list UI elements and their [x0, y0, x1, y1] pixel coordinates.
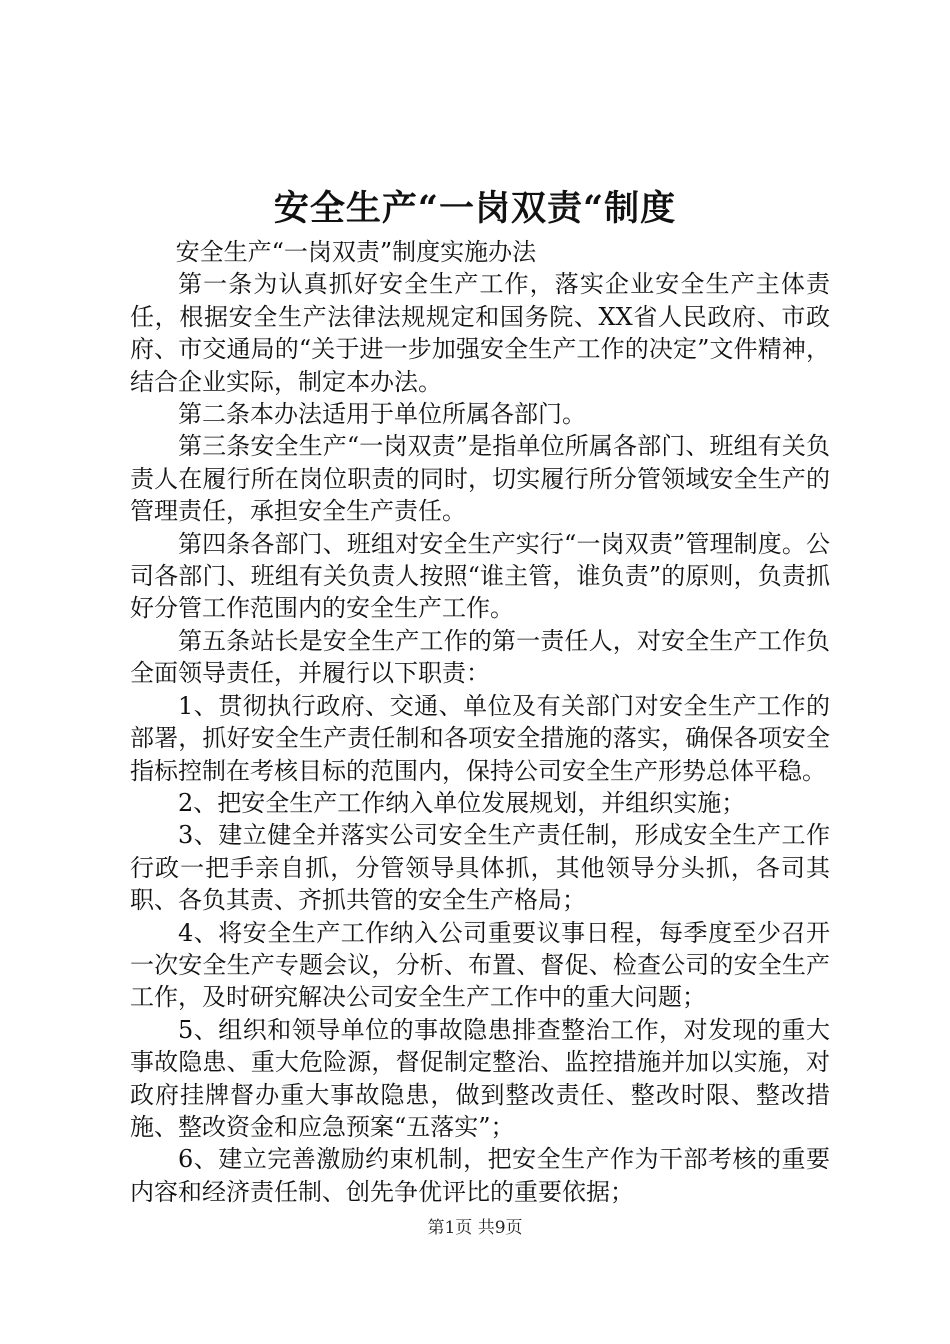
document-title: 安全生产“一岗双责“制度 — [273, 188, 677, 229]
duty-item-5: 5、组织和领导单位的事故隐患排查整治工作，对发现的重大事故隐患、重大危险源，督促制定整治、监控措施并加以实施，对政府挂牌督办重大事故隐患，做到整改责任、整改时限、整改措施、整改资金和应急预案“五落实”； — [130, 1015, 830, 1141]
duty-item-4: 4、将安全生产工作纳入公司重要议事日程，每季度至少召开一次安全生产专题会议，分析、布置、督促、检查公司的安全生产工作，及时研究解决公司安全生产工作中的重大问题； — [130, 918, 830, 1012]
duty-item-3: 3、建立健全并落实公司安全生产责任制，形成安全生产工作行政一把手亲自抓，分管领导具体抓，其他领导分头抓，各司其职、各负其责、齐抓共管的安全生产格局； — [130, 821, 830, 915]
document-body — [130, 236, 830, 1208]
article-5-paragraph: 第五条站长是安全生产工作的第一责任人，对安全生产工作负全面领导责任，并履行以下职责： — [130, 626, 830, 688]
article-2-paragraph: 第二条本办法适用于单位所属各部门。 — [178, 400, 586, 429]
article-1-paragraph: 第一条为认真抓好安全生产工作，落实企业安全生产主体责任，根据安全生产法律法规规定和国务院、XX省人民政府、市政府、市交通局的“关于进一步加强安全生产工作的决定”文件精神，结合企业实际，制定本办法。 — [130, 270, 830, 396]
duty-item-6: 6、建立完善激励约束机制，把安全生产作为干部考核的重要内容和经济责任制、创先争优评比的重要依据； — [130, 1145, 830, 1206]
page-number-footer: 第1页 共9页 — [427, 1218, 523, 1238]
article-3-paragraph: 第三条安全生产“一岗双责”是指单位所属各部门、班组有关负责人在履行所在岗位职责的同时，切实履行所分管领域安全生产的管理责任，承担安全生产责任。 — [130, 432, 830, 526]
document-subtitle: 安全生产“一岗双责”制度实施办法 — [175, 238, 537, 266]
article-4-paragraph: 第四条各部门、班组对安全生产实行“一岗双责”管理制度。公司各部门、班组有关负责人按照“谁主管，谁负责”的原则，负责抓好分管工作范围内的安全生产工作。 — [130, 529, 830, 623]
duty-item-2: 2、把安全生产工作纳入单位发展规划，并组织实施； — [178, 788, 746, 817]
duty-item-1: 1、贯彻执行政府、交通、单位及有关部门对安全生产工作的部署，抓好安全生产责任制和各项安全措施的落实，确保各项安全指标控制在考核目标的范围内，保持公司安全生产形势总体平稳。 — [130, 691, 830, 785]
